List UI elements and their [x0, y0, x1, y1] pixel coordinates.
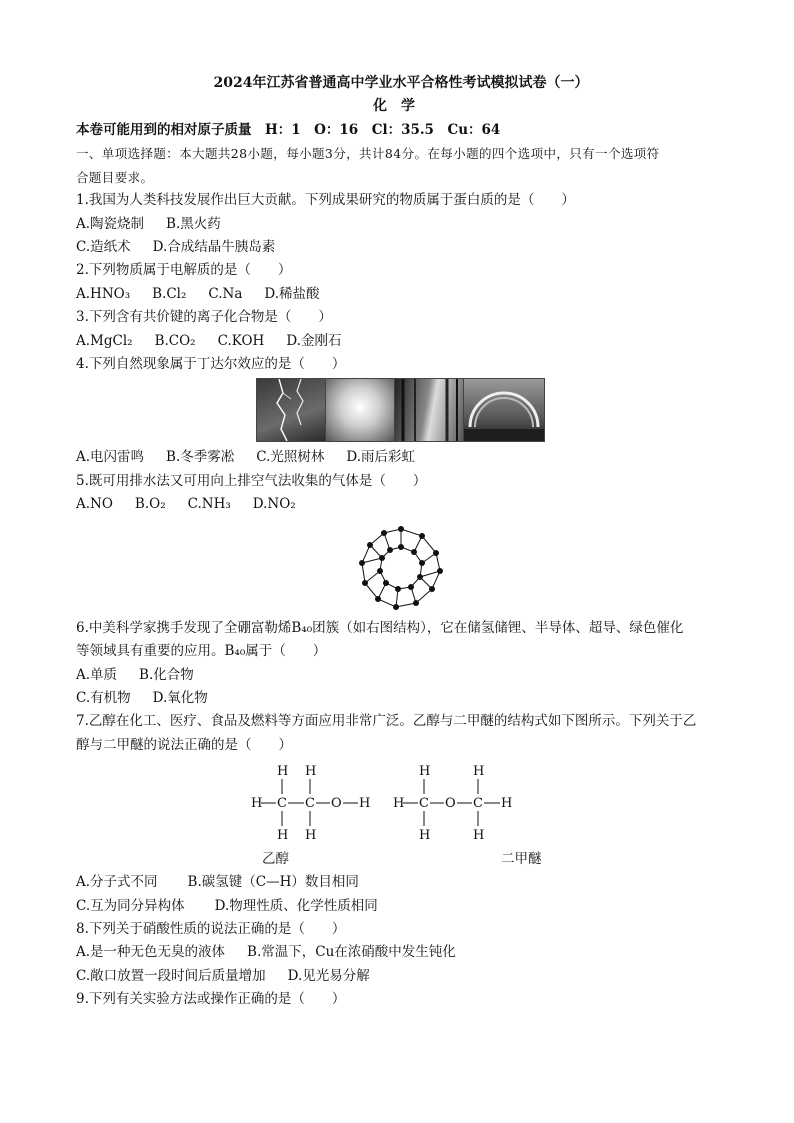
- q5-stem: 5.既可用排水法又可用向上排空气法收集的气体是（ ）: [76, 472, 427, 489]
- rime-photo: [325, 378, 395, 442]
- q7-option-d: D.物理性质、化学性质相同: [214, 897, 378, 914]
- atom: H: [277, 828, 289, 844]
- q9-stem: 9.下列有关实验方法或操作正确的是（ ）: [76, 991, 346, 1008]
- atom: C: [277, 796, 287, 812]
- dimethyl-ether-label: 二甲醚: [501, 851, 542, 868]
- q7-option-a: A.分子式不同: [76, 874, 158, 891]
- q2-option-d: D.稀盐酸: [264, 285, 320, 302]
- q3-option-b: B.CO₂: [154, 332, 196, 349]
- atom: H: [305, 828, 317, 844]
- q3-option-d: D.金刚石: [286, 332, 342, 349]
- atom: H: [277, 764, 289, 780]
- q2-option-c: C.Na: [208, 285, 243, 302]
- dimethyl-ether-formula: [393, 764, 512, 843]
- q6-options-row1: [76, 664, 726, 687]
- atom: H: [251, 796, 263, 812]
- atom: O: [331, 796, 342, 812]
- q8-options-row1: [76, 941, 726, 964]
- atomic-mass-line: 本卷可能用到的相对原子质量 H：1 O：16 Cl：35.5 Cu：64: [76, 122, 501, 138]
- atom: H: [473, 828, 485, 844]
- atom: H: [305, 764, 317, 780]
- q1-option-b: B.黑火药: [166, 215, 221, 232]
- q2-option-a: A.HNO₃: [76, 285, 131, 302]
- ethanol-label: 乙醇: [262, 851, 289, 868]
- q1-option-c: C.造纸术: [76, 239, 131, 256]
- atom: C: [419, 796, 429, 812]
- q1-option-a: A.陶瓷烧制: [76, 215, 145, 232]
- q5-options: [76, 493, 726, 516]
- q6-option-c: C.有机物: [76, 689, 131, 706]
- q5-option-a: A.NO: [76, 496, 113, 513]
- atom: O: [445, 796, 456, 812]
- q6-option-d: D.氧化物: [152, 689, 208, 706]
- q7-option-c: C.互为同分异构体: [76, 897, 185, 914]
- q4-options: [76, 446, 726, 469]
- q4-option-c: C.光照树林: [256, 449, 325, 466]
- q6-options-row2: [76, 687, 726, 710]
- atom: C: [473, 796, 483, 812]
- q1-options-row2: [76, 236, 726, 259]
- q3-stem: 3.下列含有共价键的离子化合物是（ ）: [76, 309, 332, 326]
- ethanol-formula: [251, 764, 370, 843]
- b40-structure-diagram: [76, 525, 726, 611]
- q7-stem-1: 7.乙醇在化工、医疗、食品及燃料等方面应用非常广泛。乙醇与二甲醚的结构式如下图所示。下列关于乙: [76, 713, 697, 730]
- q8-option-c: C.敞口放置一段时间后质量增加: [76, 967, 266, 984]
- forest-light-photo: [394, 378, 464, 442]
- atom: H: [501, 796, 513, 812]
- subject-title: 化学: [373, 98, 429, 114]
- q6-stem-2: 等领域具有重要的应用。B₄₀属于（ ）: [76, 643, 327, 660]
- q4-option-a: A.电闪雷鸣: [76, 449, 145, 466]
- q1-options-row1: [76, 213, 726, 236]
- q2-options: [76, 283, 726, 306]
- atom: H: [359, 796, 371, 812]
- q2-stem: 2.下列物质属于电解质的是（ ）: [76, 262, 292, 279]
- q8-stem: 8.下列关于硝酸性质的说法正确的是（ ）: [76, 920, 346, 937]
- q2-option-b: B.Cl₂: [152, 285, 187, 302]
- q8-option-a: A.是一种无色无臭的液体: [76, 944, 226, 961]
- atom: H: [419, 828, 431, 844]
- q3-option-a: A.MgCl₂: [76, 332, 133, 349]
- q8-option-b: B.常温下，Cu在浓硝酸中发生钝化: [247, 944, 456, 961]
- q3-options: [76, 330, 726, 353]
- q6-option-b: B.化合物: [139, 666, 194, 683]
- q6-stem-1: 6.中美科学家携手发现了全硼富勒烯B₄₀团簇（如右图结构），它在储氢储锂、半导体、超导、绿色催化: [76, 619, 684, 636]
- q7-options-row1: [76, 871, 726, 894]
- atom: H: [473, 764, 485, 780]
- atom: C: [305, 796, 315, 812]
- structural-formulas: [76, 761, 726, 847]
- exam-title: 2024年江苏省普通高中学业水平合格性考试模拟试卷（一）: [213, 75, 589, 91]
- q7-stem-2: 醇与二甲醚的说法正确的是（ ）: [76, 736, 292, 753]
- q4-option-b: B.冬季雾凇: [166, 449, 235, 466]
- section-instruction-2: 合题目要求。: [76, 169, 154, 185]
- q7-options-row2: [76, 895, 726, 918]
- section-instruction-1: 一、单项选择题：本大题共28小题，每小题3分，共计84分。在每小题的四个选项中，只有一个选项符: [76, 146, 660, 162]
- q1-stem: 1.我国为人类科技发展作出巨大贡献。下列成果研究的物质属于蛋白质的是（ ）: [76, 192, 575, 209]
- q5-option-b: B.O₂: [134, 496, 166, 513]
- atom: H: [419, 764, 431, 780]
- q4-stem: 4.下列自然现象属于丁达尔效应的是（ ）: [76, 356, 346, 373]
- q1-option-d: D.合成结晶牛胰岛素: [152, 239, 276, 256]
- q5-option-d: D.NO₂: [252, 496, 296, 513]
- q4-photo-strip: [76, 378, 726, 442]
- exam-page: [76, 72, 726, 1012]
- rainbow-photo: [463, 378, 545, 442]
- q8-option-d: D.见光易分解: [287, 967, 370, 984]
- formula-labels: [76, 847, 726, 871]
- q8-options-row2: [76, 965, 726, 988]
- q5-option-c: C.NH₃: [187, 496, 231, 513]
- q7-option-b: B.碳氢键（C—H）数目相同: [187, 874, 359, 891]
- atom: H: [393, 796, 405, 812]
- lightning-photo: [256, 378, 326, 442]
- q6-option-a: A.单质: [76, 666, 118, 683]
- q3-option-c: C.KOH: [217, 332, 265, 349]
- q4-option-d: D.雨后彩虹: [346, 449, 416, 466]
